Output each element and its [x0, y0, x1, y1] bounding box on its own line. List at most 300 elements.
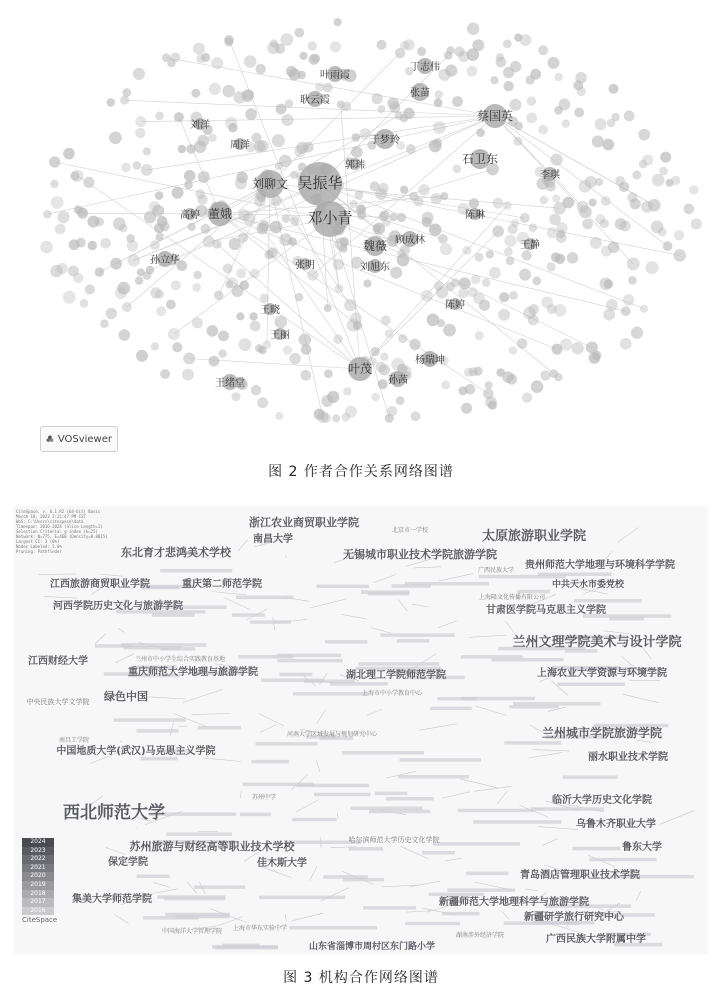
author-node	[592, 351, 601, 360]
minor-institution-label	[157, 895, 225, 899]
institution-label: 青岛酒店管理职业技术学院	[520, 870, 640, 881]
author-node	[482, 278, 491, 287]
institution-link	[260, 725, 276, 733]
institution-label: 上海市华东实验中学	[232, 925, 288, 932]
minor-institution-label	[292, 818, 336, 822]
author-node	[528, 314, 539, 325]
author-node	[503, 201, 512, 210]
author-node	[257, 223, 269, 235]
institution-label: 湖南涉外经济学院	[455, 932, 505, 939]
author-node	[370, 181, 380, 191]
author-node	[155, 191, 164, 200]
author-node	[275, 412, 283, 420]
minor-institution-label	[386, 797, 434, 801]
minor-institution-label	[137, 875, 170, 879]
author-node	[489, 267, 501, 279]
author-node	[166, 300, 176, 310]
minor-institution-label	[398, 775, 469, 779]
author-node	[380, 353, 388, 361]
author-node	[106, 98, 115, 107]
author-node	[397, 213, 406, 222]
minor-institution-label	[589, 858, 656, 862]
author-node	[627, 257, 640, 270]
author-node	[602, 139, 614, 151]
author-node	[422, 212, 434, 224]
author-node	[222, 85, 235, 98]
institution-link	[310, 866, 317, 881]
institution-link	[211, 592, 246, 595]
author-node	[620, 338, 632, 350]
author-label: 杨瑞坤	[415, 355, 445, 366]
institution-network-figure	[14, 506, 708, 954]
minor-institution-label	[330, 682, 388, 686]
minor-institution-label	[280, 673, 313, 677]
author-node	[308, 41, 317, 50]
author-node	[652, 174, 665, 187]
author-node	[624, 111, 635, 122]
minor-institution-label	[430, 707, 472, 711]
author-node	[183, 353, 195, 365]
author-node	[689, 185, 698, 194]
institution-link	[118, 628, 124, 632]
minor-institution-label	[557, 683, 625, 687]
author-node	[257, 140, 269, 152]
author-node	[390, 267, 402, 279]
author-node	[496, 53, 504, 61]
author-node	[141, 164, 153, 176]
author-node	[267, 42, 279, 54]
author-node	[363, 279, 371, 287]
author-node	[684, 204, 695, 215]
author-node	[209, 356, 220, 367]
author-node	[503, 40, 512, 49]
author-node	[503, 67, 514, 78]
author-node	[249, 312, 257, 320]
author-node	[628, 276, 637, 285]
year-legend-item: 2022	[22, 855, 54, 864]
author-label: 王静	[520, 240, 540, 251]
institution-link	[367, 709, 383, 715]
author-node	[441, 381, 450, 390]
author-node	[256, 64, 266, 74]
year-legend-item: 2017	[22, 898, 54, 907]
author-node	[388, 98, 400, 110]
author-node	[465, 384, 476, 395]
author-node	[373, 224, 381, 232]
author-label: 郭玮	[345, 160, 365, 171]
institution-link	[410, 881, 441, 887]
author-node	[513, 137, 522, 146]
author-node	[453, 165, 462, 174]
institution-link	[618, 528, 639, 543]
institution-link	[183, 689, 223, 702]
citespace-logo: CiteSpace	[22, 916, 58, 924]
minor-institution-label	[212, 945, 278, 949]
minor-institution-label	[251, 760, 289, 764]
author-node	[476, 128, 485, 137]
minor-institution-label	[323, 875, 368, 879]
author-node	[352, 133, 361, 142]
author-node	[467, 23, 479, 35]
author-label: 魏薇	[362, 239, 388, 253]
author-node	[493, 198, 504, 209]
author-node	[260, 293, 269, 302]
author-node	[485, 381, 493, 389]
author-node	[295, 28, 305, 38]
author-node	[80, 299, 89, 308]
author-node	[95, 217, 104, 226]
author-node	[330, 41, 341, 52]
institution-link	[106, 847, 125, 854]
institution-link	[273, 618, 275, 631]
institution-label: 重庆师范大学地理与旅游学院	[128, 667, 258, 678]
author-node	[531, 380, 544, 393]
author-node	[601, 246, 612, 257]
author-node	[57, 263, 68, 274]
institution-link	[623, 694, 659, 703]
year-color-legend	[22, 838, 54, 915]
author-node	[133, 68, 145, 80]
author-node	[604, 279, 613, 288]
minor-institution-label	[380, 633, 454, 637]
minor-institution-label	[574, 599, 642, 603]
author-label: 孙茜	[388, 375, 408, 386]
institution-link	[259, 714, 284, 727]
author-node	[209, 83, 221, 95]
author-node	[514, 34, 522, 42]
author-node	[283, 346, 292, 355]
author-node	[299, 334, 312, 347]
citespace-meta-info: CiteSpace, v. 6.1.R2 (64-bit) Basic March 18, 2023 2:21:47 PM CST WoS: C:\Users\citespace\data Timespan: 2016-2024 (Slice Length=1) Selection Criteria: g-index (k=25) Network: N=775, E=460 (Density=0.0015) Largest CC: 3 (0%) Nodes Labeled: 1.0% Pruning: Pathfinder	[16, 509, 108, 554]
institution-label: 集美大学师范学院	[72, 894, 152, 905]
author-node	[335, 284, 344, 293]
author-node	[528, 304, 539, 315]
author-node	[642, 155, 653, 166]
author-node	[257, 397, 268, 408]
institution-label: 北京市一学校	[391, 527, 429, 534]
author-node	[409, 192, 418, 201]
author-node	[539, 196, 548, 205]
author-node	[178, 145, 186, 153]
author-node	[577, 201, 589, 213]
minor-institution-label	[438, 697, 478, 701]
author-node	[411, 411, 421, 421]
author-node	[224, 35, 234, 45]
author-node	[499, 292, 509, 302]
author-node	[389, 213, 397, 221]
author-node	[379, 364, 390, 375]
institution-link	[637, 740, 653, 742]
author-node	[156, 306, 166, 316]
minor-institution-label	[429, 893, 484, 897]
author-node	[275, 162, 283, 170]
author-node	[300, 370, 311, 381]
author-node	[357, 211, 366, 220]
author-label: 蔡国英	[476, 109, 514, 123]
author-label: 张苗	[410, 88, 430, 99]
author-label: 李琪	[540, 170, 560, 181]
author-node	[595, 118, 607, 130]
author-node	[585, 176, 597, 188]
author-node	[517, 338, 528, 349]
author-node	[274, 316, 287, 329]
author-node	[151, 342, 159, 350]
author-node	[40, 241, 53, 254]
author-node	[526, 75, 535, 84]
author-node	[270, 221, 283, 234]
author-node	[395, 111, 403, 119]
author-node	[467, 66, 478, 77]
author-node	[211, 57, 223, 69]
author-node	[162, 53, 171, 62]
author-node	[238, 209, 250, 221]
author-label: 孙立华	[150, 255, 180, 266]
author-node	[55, 224, 66, 235]
author-node	[172, 342, 182, 352]
author-label: 周洋	[230, 140, 250, 151]
author-label: 叶雨霞	[320, 70, 350, 81]
author-node	[547, 262, 556, 271]
year-legend-item: 2024	[22, 838, 54, 847]
institution-link	[460, 779, 500, 789]
minor-institution-label	[349, 847, 383, 851]
author-node	[471, 275, 481, 285]
author-node	[582, 219, 593, 230]
minor-institution-label	[166, 832, 232, 836]
author-node	[276, 104, 287, 115]
institution-link	[525, 889, 538, 891]
author-node	[619, 182, 629, 192]
author-node	[100, 238, 111, 249]
author-node	[572, 342, 584, 354]
author-node	[529, 223, 538, 232]
author-node	[110, 258, 122, 270]
author-node	[462, 246, 471, 255]
author-node	[557, 229, 566, 238]
institution-link	[438, 621, 456, 628]
minor-institution-label	[458, 809, 534, 813]
institution-label: 新疆师范大学地理科学与旅游学院	[439, 897, 589, 908]
author-node	[43, 210, 52, 219]
author-node	[434, 98, 443, 107]
minor-institution-label	[238, 655, 293, 659]
author-node	[590, 237, 602, 249]
institution-link	[439, 573, 474, 581]
author-node	[641, 201, 652, 212]
author-node	[157, 216, 168, 227]
author-node	[341, 102, 351, 112]
institution-label: 江西财经大学	[28, 656, 88, 667]
institution-link	[238, 540, 248, 552]
institution-link	[469, 635, 506, 637]
institution-label: 江西旅游商贸职业学院	[50, 579, 150, 590]
minor-institution-label	[236, 596, 293, 600]
institution-link	[442, 792, 470, 799]
minor-institution-label	[351, 807, 423, 811]
author-node	[562, 119, 570, 127]
author-node	[472, 39, 484, 51]
author-label: 吴振华	[297, 174, 343, 192]
institution-label: 河南大学区域发展与规划研究中心	[286, 731, 378, 738]
author-node	[396, 396, 405, 405]
author-node	[527, 97, 536, 106]
author-node	[436, 286, 448, 298]
author-node	[135, 276, 143, 284]
author-node	[58, 211, 70, 223]
author-node	[440, 243, 452, 255]
author-node	[249, 269, 259, 279]
minor-institution-label	[256, 742, 318, 746]
minor-institution-label	[198, 726, 241, 730]
author-label: 张明	[295, 260, 315, 271]
author-node	[236, 172, 248, 184]
institution-link	[317, 709, 326, 723]
author-label: 刘洋	[190, 120, 210, 131]
author-node	[504, 235, 516, 247]
author-node	[315, 83, 324, 92]
author-node	[553, 202, 566, 215]
author-node	[333, 259, 344, 270]
institution-link	[636, 891, 641, 901]
author-node	[229, 238, 241, 250]
author-node	[433, 121, 446, 134]
institution-label: 南昌大学	[253, 534, 293, 545]
author-node	[49, 156, 60, 167]
author-node	[435, 90, 443, 98]
author-node	[225, 117, 237, 129]
minor-institution-label	[317, 585, 369, 589]
author-node	[299, 52, 307, 60]
author-node	[429, 140, 442, 153]
minor-institution-label	[563, 775, 618, 779]
author-node	[191, 89, 200, 98]
author-node	[385, 329, 394, 338]
author-node	[406, 144, 416, 154]
institution-link	[286, 555, 287, 557]
institution-link	[203, 758, 241, 762]
institution-link	[497, 791, 507, 804]
author-node	[332, 414, 340, 422]
author-network-figure	[30, 4, 710, 454]
author-node	[452, 96, 463, 107]
author-node	[601, 196, 611, 206]
author-node	[285, 99, 294, 108]
author-node	[522, 250, 532, 260]
institution-link	[501, 911, 509, 919]
author-node	[192, 317, 203, 328]
author-node	[113, 217, 126, 230]
author-node	[201, 224, 211, 234]
figure2-caption: 图 2 作者合作关系网络图谱	[268, 464, 454, 480]
author-node	[317, 411, 329, 423]
author-node	[382, 218, 391, 227]
minor-institution-label	[509, 705, 558, 709]
institution-label: 临沂大学历史文化学院	[552, 795, 652, 806]
institution-link	[445, 858, 462, 861]
author-node	[149, 201, 160, 212]
institution-link	[398, 599, 408, 611]
author-label: 刘旭东	[360, 262, 390, 273]
author-network-graph	[30, 4, 710, 454]
author-node	[282, 114, 294, 126]
author-node	[192, 283, 201, 292]
author-node	[289, 353, 301, 365]
author-node	[506, 256, 515, 265]
author-node	[127, 254, 140, 267]
author-node	[296, 142, 308, 154]
minor-institution-label	[342, 751, 424, 755]
author-node	[666, 179, 674, 187]
institution-link	[310, 599, 347, 608]
institution-link	[337, 813, 338, 819]
author-node	[63, 291, 76, 304]
institution-link	[543, 839, 558, 846]
institution-label: 上海农业大学资源与环境学院	[537, 668, 667, 679]
author-node	[212, 240, 221, 249]
author-node	[575, 72, 587, 84]
institution-link	[296, 799, 319, 812]
author-node	[244, 55, 257, 68]
author-node	[486, 250, 494, 258]
author-node	[400, 186, 408, 194]
author-node	[265, 250, 274, 259]
institution-link	[95, 634, 106, 644]
author-node	[429, 224, 442, 237]
author-node	[182, 369, 194, 381]
institution-link	[316, 760, 320, 771]
institution-link	[39, 574, 77, 575]
author-node	[674, 230, 684, 240]
minor-institution-label	[141, 757, 178, 761]
author-node	[223, 264, 233, 274]
author-label: 高婷	[180, 210, 200, 221]
author-node	[236, 312, 244, 320]
institution-label: 上海市中小学教育中心	[361, 690, 423, 697]
author-node	[445, 65, 457, 77]
author-node	[526, 112, 537, 123]
institution-link	[192, 714, 231, 715]
author-node	[659, 167, 668, 176]
institution-link	[660, 811, 694, 825]
institution-link	[116, 654, 134, 663]
author-node	[136, 350, 148, 362]
minor-institution-label	[358, 662, 439, 666]
author-node	[378, 105, 386, 113]
author-node	[492, 226, 504, 238]
year-legend-item: 2018	[22, 890, 54, 899]
minor-institution-label	[573, 847, 621, 851]
author-node	[522, 393, 532, 403]
author-node	[551, 154, 563, 166]
institution-link	[419, 724, 456, 730]
author-node	[187, 223, 195, 231]
author-node	[485, 396, 497, 408]
minor-institution-label	[165, 913, 230, 917]
author-node	[458, 288, 468, 298]
author-node	[231, 285, 243, 297]
author-node	[454, 47, 464, 57]
author-edge	[220, 214, 557, 349]
author-node	[427, 314, 440, 327]
institution-label: 湖北理工学院师范学院	[346, 670, 446, 681]
author-node	[250, 321, 261, 332]
author-node	[290, 216, 299, 225]
author-node	[381, 315, 391, 325]
vosviewer-badge	[40, 426, 118, 452]
institution-link	[538, 827, 578, 830]
author-node	[469, 198, 479, 208]
minor-institution-label	[124, 646, 181, 650]
